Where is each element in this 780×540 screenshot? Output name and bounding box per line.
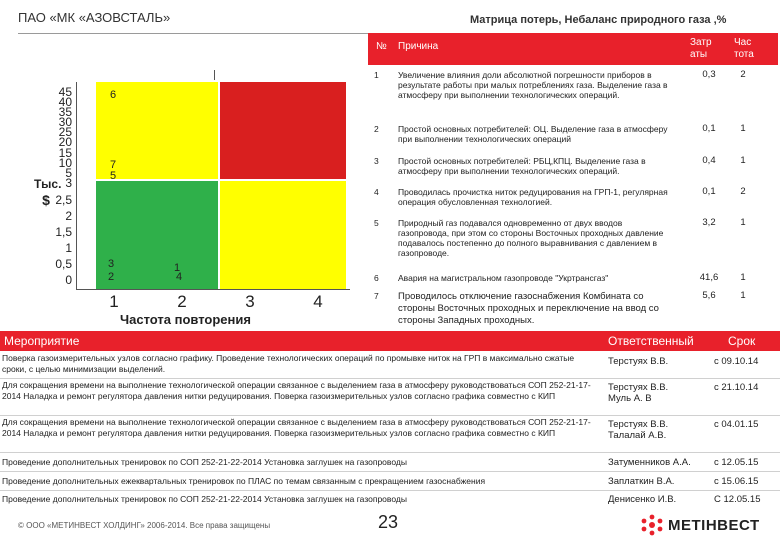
- matrix-point-label: 5: [110, 170, 117, 182]
- y-tick: 15: [58, 146, 72, 160]
- cause-freq: 2: [740, 186, 746, 197]
- matrix-point-label: 4: [176, 271, 183, 283]
- cause-cost: 0,3: [702, 69, 716, 80]
- action-row: [0, 353, 780, 377]
- action-term: с 09.10.14: [714, 356, 759, 367]
- cause-freq: 2: [740, 69, 746, 80]
- action-term: с 15.06.15: [714, 476, 759, 487]
- row-divider: [0, 452, 780, 453]
- col-measure: Мероприятие: [4, 334, 80, 348]
- y-tick: 45: [58, 85, 72, 99]
- y-tick: 3: [65, 176, 72, 190]
- row-divider: [0, 378, 780, 379]
- cause-cost: 3,2: [702, 217, 716, 228]
- action-measure: Проведение дополнительных ежеквартальных тренировок по ПЛАС по темам связанным с прекращением газоснабжения: [2, 476, 486, 486]
- copyright-text: © ООО «МЕТИНВЕСТ ХОЛДИНГ» 2006-2014. Все права защищены: [18, 521, 271, 530]
- matrix-point-label: 6: [110, 89, 117, 101]
- cause-text: Авария на магистральном газопроводе "Укртрансгаз": [398, 273, 609, 283]
- action-responsible: Денисенко И.В.: [608, 494, 677, 505]
- y-tick: 25: [58, 125, 72, 139]
- logo-wordmark: МЕТІНВЕСТ: [668, 517, 760, 534]
- x-tick: 2: [177, 292, 187, 311]
- col-freq: Час тота: [734, 37, 754, 60]
- quadrant-high-cost-high-freq: [218, 82, 346, 179]
- cause-freq: 1: [740, 217, 746, 228]
- action-responsible: Терстуях В.В. Муль А. В: [608, 382, 669, 404]
- y-tick: 2: [65, 209, 72, 223]
- action-row: [0, 417, 780, 451]
- matrix-point-label: 1: [174, 262, 181, 274]
- cause-num: 5: [374, 218, 379, 228]
- cause-freq: 1: [740, 155, 746, 166]
- cause-text: Простой основных потребителей: ОЦ. Выделение газа в атмосферу при выполнении технологических операций: [398, 124, 668, 144]
- y-tick: 10: [58, 156, 72, 170]
- action-measure: Поверка газоизмерительных узлов согласно графику. Проведение технологических операций по промывке ниток на ГРП в максимально сжатые сроки, с целью минимизации выделений.: [2, 353, 575, 374]
- y-tick: 5: [65, 166, 72, 180]
- cause-num: 2: [374, 124, 379, 134]
- page-title: Матрица потерь, Небаланс природного газа ,%: [470, 14, 727, 26]
- col-term: Срок: [728, 334, 756, 348]
- x-tick: 3: [245, 292, 255, 311]
- quadrant-low-cost-high-freq: [218, 179, 346, 289]
- company-name: ПАО «МК «АЗОВСТАЛЬ»: [18, 10, 171, 25]
- y-tick: 40: [58, 95, 72, 109]
- cause-cost: 0,1: [702, 186, 716, 197]
- cause-row: [368, 70, 778, 120]
- cause-row: [368, 291, 778, 329]
- action-measure: Проведение дополнительных тренировок по СОП 252-21-22-2014 Установка заглушек на газопроводы: [2, 494, 407, 504]
- page-number: 23: [378, 512, 399, 532]
- action-responsible: Терстуях В.В. Талалай А.В.: [608, 419, 669, 441]
- action-row: [0, 380, 780, 414]
- cause-num: 3: [374, 156, 379, 166]
- action-responsible: Затуменников А.А.: [608, 457, 691, 468]
- action-row: [0, 494, 780, 508]
- action-row: [0, 457, 780, 471]
- x-axis-label: Частота повторения: [120, 312, 251, 327]
- cause-freq: 1: [740, 272, 746, 283]
- cause-freq: 1: [740, 123, 746, 134]
- cause-num: 1: [374, 70, 379, 80]
- matrix-top-tick: [214, 70, 215, 80]
- cause-num: 6: [374, 273, 379, 283]
- y-tick: 20: [58, 135, 72, 149]
- y-axis-unit: $: [42, 192, 50, 208]
- action-term: с 04.01.15: [714, 419, 759, 430]
- y-axis-label-text: Тыс.: [34, 177, 62, 191]
- matrix-point-label: 7: [110, 159, 117, 171]
- row-divider: [0, 415, 780, 416]
- action-term: с 21.10.14: [714, 382, 759, 393]
- company-logo: [640, 514, 770, 536]
- y-tick: 2,5: [55, 193, 72, 207]
- col-responsible: Ответственный: [608, 334, 694, 348]
- cause-cost: 0,4: [702, 155, 716, 166]
- x-tick: 4: [313, 292, 323, 311]
- cause-row: [368, 124, 778, 152]
- action-measure: Для сокращения времени на выполнение технологической операции связанное с выделением газа в атмосферу руководствоваться СОП 252-21-17-2014 Наладка и ремонт регулятора давления нитки редуцирования. Поверка газоизмерительных узлов согласно графика совместно с КИП: [2, 417, 591, 438]
- cause-cost: 0,1: [702, 123, 716, 134]
- matrix-point-label: 3: [108, 258, 115, 270]
- y-tick: 1,5: [55, 225, 72, 239]
- y-tick: 0,5: [55, 257, 72, 271]
- action-responsible: Терстуях В.В.: [608, 356, 669, 367]
- cause-text: Простой основных потребителей: РБЦ,КПЦ. Выделение газа в атмосферу при выполнении технологических операций.: [398, 156, 646, 176]
- action-responsible: Заплаткин В.А.: [608, 476, 675, 487]
- cause-row: [368, 218, 778, 268]
- matrix-x-axis: [76, 289, 350, 290]
- matrix-y-axis: [76, 82, 77, 290]
- y-tick: 30: [58, 115, 72, 129]
- cause-num: 7: [374, 291, 379, 301]
- cause-text: Природный газ подавался одновременно от двух вводов газопровода, при этом со стороны Восточных проходных давление подавалось постепенно до полного выравнивания с давлением в газопроводе.: [398, 218, 664, 258]
- action-measure: Проведение дополнительных тренировок по СОП 252-21-22-2014 Установка заглушек на газопроводы: [2, 457, 407, 467]
- cause-cost: 41,6: [699, 272, 719, 283]
- cause-cost: 5,6: [702, 290, 716, 301]
- y-tick: 1: [65, 241, 72, 255]
- cause-row: [368, 156, 778, 184]
- quadrant-low-cost-low-freq: [96, 179, 218, 289]
- y-tick: 35: [58, 105, 72, 119]
- y-tick: 0: [65, 273, 72, 287]
- y-axis-label: [34, 176, 62, 208]
- matrix-point-label: 2: [108, 271, 115, 283]
- causes-table-header: [368, 33, 778, 65]
- row-divider: [0, 490, 780, 491]
- action-term: С 12.05.15: [714, 494, 761, 505]
- action-measure: Для сокращения времени на выполнение технологической операции связанное с выделением газа в атмосферу руководствоваться СОП 252-21-17-2014 Наладка и ремонт регулятора давления нитки редуцирования. Поверка газоизмерительных узлов согласно графика совместно с КИП: [2, 380, 591, 401]
- action-term: с 12.05.15: [714, 457, 759, 468]
- cause-num: 4: [374, 187, 379, 197]
- cause-text: Увеличение влияния доли абсолютной погрешности приборов в результате работы при малых потреблениях газа. Выделение газа в атмосферу при выполнении технологических операций.: [398, 70, 668, 100]
- col-num: №: [376, 41, 387, 52]
- cause-text: Проводилась прочистка ниток редуцирования на ГРП-1, регулярная операция обусловленная технологией.: [398, 187, 668, 207]
- x-tick: 1: [109, 292, 119, 311]
- action-row: [0, 476, 780, 490]
- cause-row: [368, 273, 778, 287]
- cause-freq: 1: [740, 290, 746, 301]
- row-divider: [0, 471, 780, 472]
- cause-text: Проводилось отключение газоснабжения Комбината со стороны Восточных проходных и переключение на ввод со стороны Западных проходных.: [398, 291, 659, 326]
- metinvest-logo-icon: [640, 514, 664, 536]
- col-cost: Затр аты: [690, 37, 712, 60]
- actions-table-header: [0, 331, 780, 351]
- col-reason: Причина: [398, 41, 439, 52]
- cause-row: [368, 187, 778, 215]
